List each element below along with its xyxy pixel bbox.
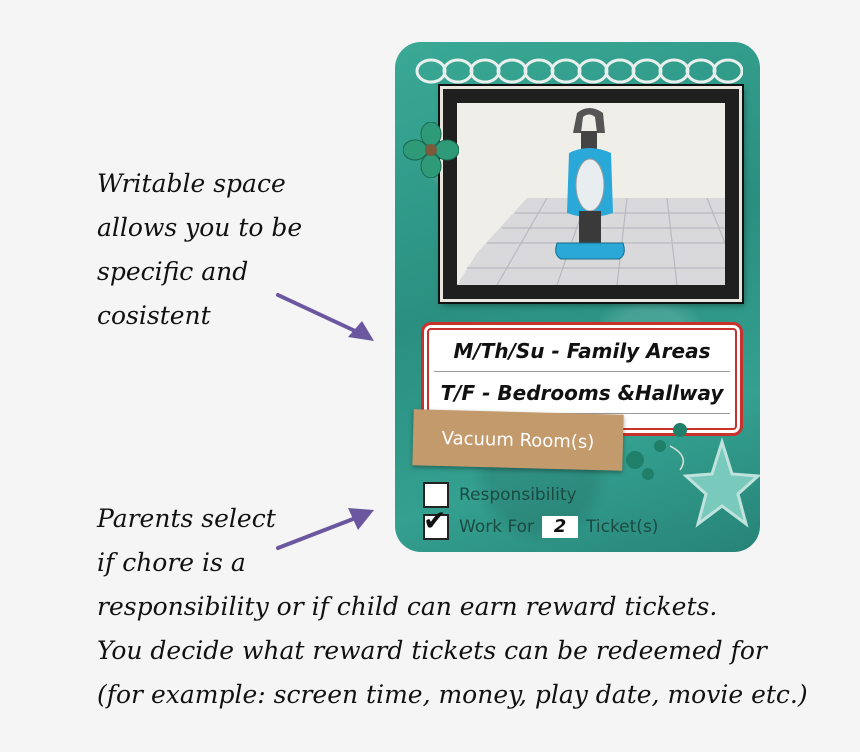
- arrow-to-label-icon: [270, 285, 390, 355]
- work-for-checkbox[interactable]: [423, 504, 449, 540]
- annotation-line: allows you to be: [97, 213, 303, 242]
- annotation-line: responsibility or if child can earn reward tickets.: [97, 592, 718, 621]
- annotation-line: Parents select: [97, 504, 276, 533]
- annotation-line: if chore is a: [97, 548, 246, 577]
- schedule-line-2: T/F - Bedrooms &Hallway: [440, 381, 724, 405]
- responsibility-label: Responsibility: [459, 485, 577, 505]
- chore-name-tag: Vacuum Room(s): [412, 409, 623, 470]
- chore-photo: [457, 103, 725, 285]
- ticket-count-field[interactable]: 2: [542, 516, 578, 538]
- vacuum-cleaner-icon: [457, 103, 725, 285]
- work-for-option[interactable]: [423, 504, 659, 540]
- arrow-to-checkboxes-icon: [270, 500, 390, 560]
- annotation-line: cosistent: [97, 301, 211, 330]
- annotation-line: (for example: screen time, money, play date, movie etc.): [97, 680, 808, 709]
- check-mark-icon: ✔: [423, 504, 447, 537]
- flower-icon: [403, 122, 459, 178]
- annotation-line: specific and: [97, 257, 249, 286]
- chore-card: [395, 42, 760, 552]
- photo-frame: [440, 86, 742, 302]
- chain-border-icon: [413, 54, 743, 88]
- annotation-line: You decide what reward tickets can be redeemed for: [97, 636, 767, 665]
- annotation-reward-tickets: [97, 585, 837, 717]
- work-for-label: Work For: [459, 517, 535, 537]
- schedule-line-1: M/Th/Su - Family Areas: [453, 339, 711, 363]
- annotation-line: Writable space: [97, 169, 286, 198]
- ticket-unit-label: Ticket(s): [586, 517, 659, 537]
